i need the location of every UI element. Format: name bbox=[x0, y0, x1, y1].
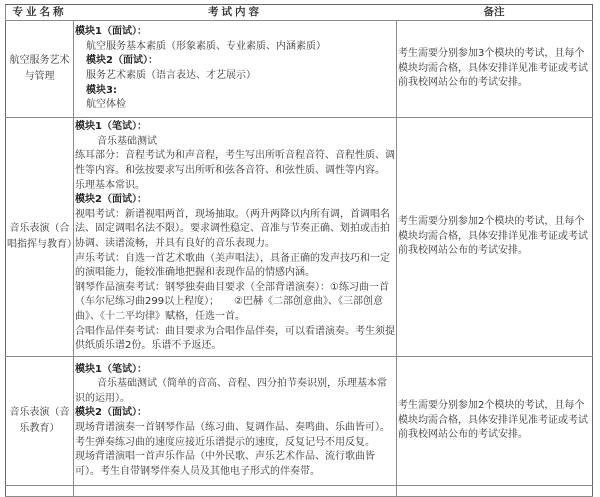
module-title: 模块1（笔试）： bbox=[75, 363, 147, 375]
module-title: 模块2（面试）： bbox=[75, 407, 147, 419]
module-body: 练耳部分：音程考试为和声音程，考生写出所听音程音符、音程性质、调性等内容。和弦按要求写出所听和弦各音符、和弦性质、调性等内容。 bbox=[75, 150, 395, 177]
major-name-cell: 音乐表演（音乐教育） bbox=[6, 357, 74, 486]
major-name-cell: 音乐表演（合唱指挥与教育） bbox=[6, 118, 74, 357]
table-row bbox=[6, 357, 593, 486]
remarks-cell: 考生需要分别参加2个模块的考试，且每个模块均需合格，具体安排详见准考证或考试前我校网站公布的考试安排。 bbox=[397, 357, 593, 486]
exam-content-cell bbox=[74, 21, 397, 118]
module-subtitle: 音乐基础测试 bbox=[97, 135, 157, 147]
header-exam-content: 考试内容 bbox=[74, 5, 397, 21]
module-title: 模块1（面试）： bbox=[75, 26, 147, 38]
header-major-name: 专业名称 bbox=[6, 5, 74, 21]
module-body: 声乐考试：自选一首艺术歌曲（美声唱法），具备正确的发声技巧和一定的演唱能力，能较准确地把握和表现作品的情感内涵。 bbox=[75, 252, 390, 279]
module-body: 现场背谱演唱一首声乐作品（中外民歌、声乐艺术作品、流行歌曲皆可）。考生自带钢琴伴奏人员及其他电子形式的伴奏带。 bbox=[75, 451, 375, 477]
module-body: 乐理基本常识。 bbox=[75, 179, 145, 191]
exam-content-cell bbox=[74, 357, 397, 486]
module-body: 航空服务基本素质（形象素质、专业素质、内涵素质） bbox=[86, 40, 326, 52]
remarks-cell bbox=[397, 486, 593, 497]
table-row bbox=[6, 118, 593, 357]
remarks-cell: 考生需要分别参加3个模块的考试，且每个模块均需合格，具体安排详见准考证或考试前我校网站公布的考试安排。 bbox=[397, 21, 593, 118]
header-remarks: 备注 bbox=[397, 5, 593, 21]
module-body: 航空体检 bbox=[86, 99, 126, 111]
module-body: 视唱考试：新谱视唱两首，现场抽取。（两升两降以内所有调，首调唱名法、固定调唱名法不限）。要求调性稳定、音准与节奏正确、划拍或击拍协调、读谱流畅，并具有良好的音乐表现力。 bbox=[75, 208, 390, 249]
major-name-cell: 航空服务艺术与管理 bbox=[6, 21, 74, 118]
module-title: 模块2（面试）： bbox=[86, 55, 158, 67]
module-title: 模块1（笔试）： bbox=[75, 121, 147, 133]
admission-exam-table bbox=[5, 4, 593, 497]
module-body: 现场背谱演奏一首钢琴作品（练习曲、复调作品、奏鸣曲、乐曲皆可）。考生弹奏练习曲的速度应接近乐谱提示的速度，反复记号不用反复。 bbox=[75, 422, 390, 448]
table-row bbox=[6, 21, 593, 118]
exam-content-cell bbox=[74, 486, 397, 497]
module-body: 服务艺术素质（语言表达、才艺展示） bbox=[86, 70, 256, 81]
table-row-partial bbox=[6, 486, 593, 497]
remarks-cell: 考生需要分别参加2个模块的考试，且每个模块均需合格，具体安排详见准考证或考试前我校网站公布的考试安排。 bbox=[397, 118, 593, 357]
module-body: 钢琴作品演奏考试：钢琴独奏曲目要求（全部背谱演奏）：①练习曲一首（车尔尼练习曲299以上程度）； ②巴赫《二部创意曲》、《三部创意曲》、《十二平均律》赋格，任选一首。 bbox=[75, 281, 389, 322]
module-title: 模块3: bbox=[86, 84, 117, 96]
exam-content-cell bbox=[74, 118, 397, 357]
module-body: 音乐基础测试（简单的音高、音程、四分拍节奏识别，乐理基本常识的运用）。 bbox=[75, 378, 387, 404]
module-title: 模块2（面试）： bbox=[75, 194, 147, 206]
table-header-row bbox=[6, 5, 593, 21]
major-name-cell bbox=[6, 486, 74, 497]
module-body: 合唱作品伴奏考试：曲目要求为合唱作品伴奏，可以看谱演奏。考生须提供纸质乐谱2份。乐谱不予返还。 bbox=[75, 325, 395, 352]
